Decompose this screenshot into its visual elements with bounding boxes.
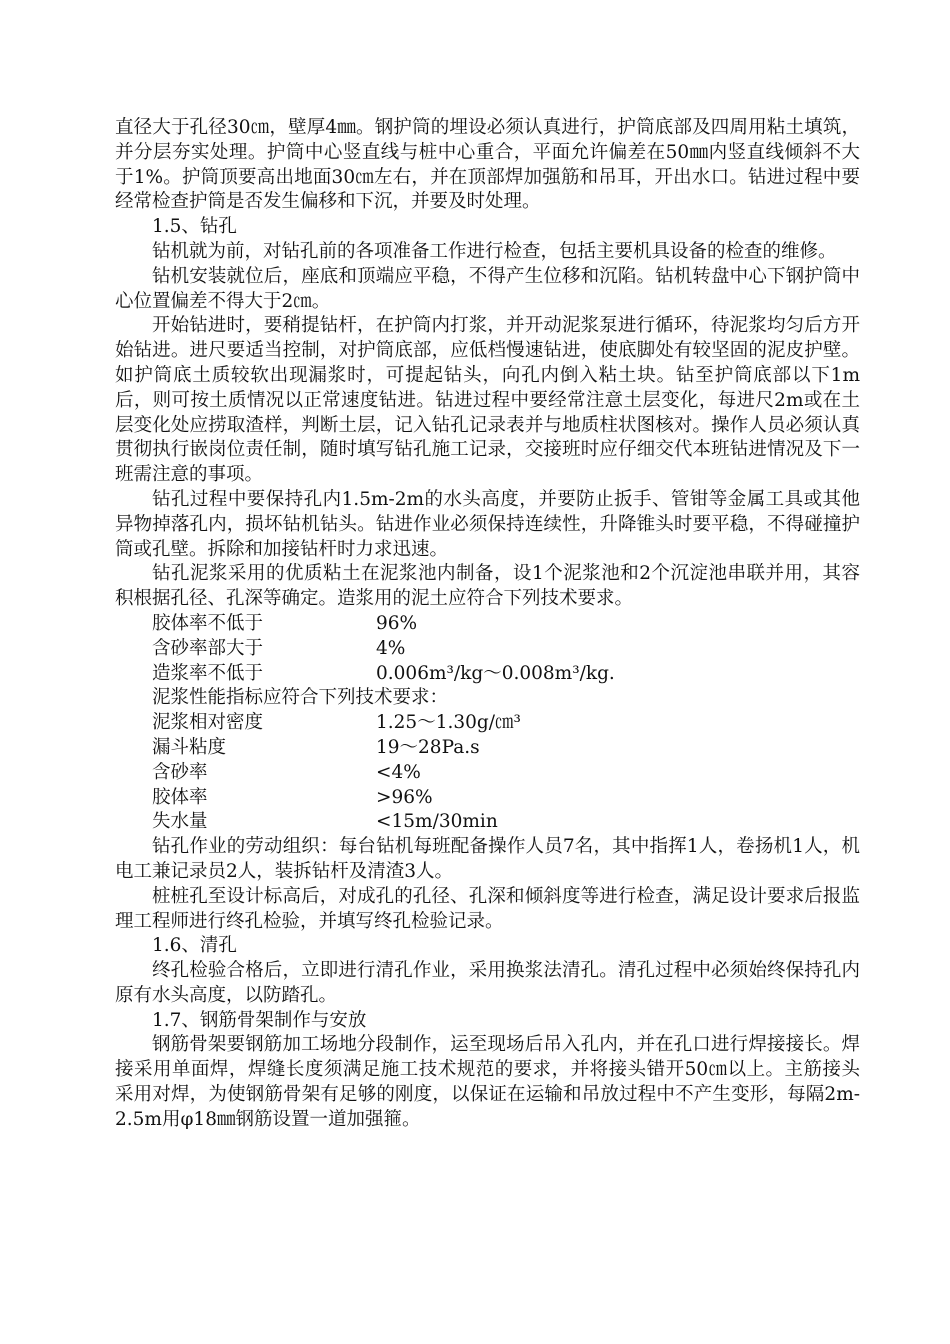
clay-spec-list [115, 612, 860, 686]
paragraph-drilling-start: 开始钻进时，要稍提钻杆，在护筒内打浆，并开动泥浆泵进行循环，待泥浆均匀后方开始钻进。进尺要适当控制，对护筒底部，应低档慢速钻进，使底脚处有较坚固的泥皮护壁。如护筒底土质较软出现漏浆时，可提起钻头，向孔内倒入粘土块。钻至护筒底部以下1m后，则可按土质情况以正常速度钻进。钻进过程中要经常注意土层变化，每进尺2m或在土层变化处应捞取渣样，判断土层，记入钻孔记录表并与地质柱状图核对。操作人员必须认真贯彻执行嵌岗位责任制，随时填写钻孔施工记录，交接班时应仔细交代本班钻进情况及下一班需注意的事项。 [115, 315, 860, 486]
section-heading-hole-cleaning: 1.6、清孔 [152, 935, 237, 957]
spec-value: 4% [376, 637, 406, 659]
spec-row [115, 612, 860, 637]
mud-spec-list [115, 711, 860, 835]
paragraph-drill-installation: 钻机安装就位后，座底和顶端应平稳，不得产生位移和沉陷。钻机转盘中心下钢护筒中心位置偏差不得大于2㎝。 [115, 265, 860, 312]
spec-value: <4% [376, 761, 421, 783]
spec-row [115, 810, 860, 835]
spec-value: 0.006m³/kg～0.008m³/kg. [376, 662, 615, 684]
paragraph-hole-cleaning: 终孔检验合格后，立即进行清孔作业，采用换浆法清孔。清孔过程中必须始终保持孔内原有水头高度，以防踏孔。 [115, 960, 860, 1006]
paragraph-rebar-cage: 钢筋骨架要钢筋加工场地分段制作，运至现场后吊入孔内，并在孔口进行焊接接长。焊接采用单面焊，焊缝长度须满足施工技术规范的要求，并将接头错开50㎝以上。主筋接头采用对焊，为使钢筋骨架有足够的刚度，以保证在运输和吊放过程中不产生变形，每隔2m-2.5m用φ18㎜钢筋设置一道加强箍。 [115, 1034, 860, 1130]
spec-label: 胶体率 [152, 786, 208, 808]
spec-value: <15m/30min [376, 811, 498, 833]
mud-spec-intro: 泥浆性能指标应符合下列技术要求： [152, 687, 449, 709]
section-heading-rebar-cage: 1.7、钢筋骨架制作与安放 [152, 1009, 367, 1031]
paragraph-water-head: 钻孔过程中要保持孔内1.5m-2m的水头高度，并要防止扳手、管钳等金属工具或其他异物掉落孔内，损坏钻机钻头。钻进作业必须保持连续性，升降锥头时要平稳，不得碰撞护筒或孔壁。拆除和加接钻杆时力求迅速。 [115, 488, 860, 560]
spec-label: 漏斗粘度 [152, 736, 227, 758]
paragraph-final-inspection: 桩桩孔至设计标高后，对成孔的孔径、孔深和倾斜度等进行检查，满足设计要求后报监理工程师进行终孔检验，并填写终孔检验记录。 [115, 885, 860, 932]
paragraph-labor-organization: 钻孔作业的劳动组织：每台钻机每班配备操作人员7名，其中指挥1人，卷扬机1人，机电工兼记录员2人，装拆钻杆及清渣3人。 [115, 836, 860, 882]
spec-label: 造浆率不低于 [152, 662, 264, 684]
spec-label: 失水量 [152, 811, 208, 833]
spec-row [115, 662, 860, 687]
section-heading-drilling: 1.5、钻孔 [152, 216, 237, 238]
spec-value: >96% [376, 786, 433, 808]
paragraph-mud-preparation: 钻孔泥浆采用的优质粘土在泥浆池内制备，设1个泥浆池和2个沉淀池串联并用，其容积根据孔径、孔深等确定。造浆用的泥土应符合下列技术要求。 [115, 563, 860, 610]
spec-value: 19～28Pa.s [376, 736, 480, 758]
spec-label: 含砂率部大于 [152, 637, 264, 659]
spec-label: 泥浆相对密度 [152, 712, 264, 734]
spec-row [115, 736, 860, 761]
spec-row [115, 761, 860, 786]
spec-row [115, 711, 860, 736]
spec-label: 胶体率不低于 [152, 612, 264, 634]
spec-label: 含砂率 [152, 761, 208, 783]
paragraph-drill-positioning: 钻机就为前，对钻孔前的各项准备工作进行检查，包括主要机具设备的检查的维修。 [152, 240, 837, 262]
document-page [115, 116, 860, 1133]
spec-row [115, 637, 860, 662]
spec-row [115, 786, 860, 811]
spec-value: 96% [376, 612, 418, 634]
spec-value: 1.25～1.30g/㎝³ [376, 712, 521, 734]
paragraph-casing: 直径大于孔径30㎝，壁厚4㎜。钢护筒的埋设必须认真进行，护筒底部及四周用粘土填筑，并分层夯实处理。护筒中心竖直线与桩中心重合，平面允许偏差在50㎜内竖直线倾斜不大于1%。护筒顶要高出地面30㎝左右，并在顶部焊加强筋和吊耳，开出水口。钻进过程中要经常检查护筒是否发生偏移和下沉，并要及时处理。 [115, 117, 860, 213]
